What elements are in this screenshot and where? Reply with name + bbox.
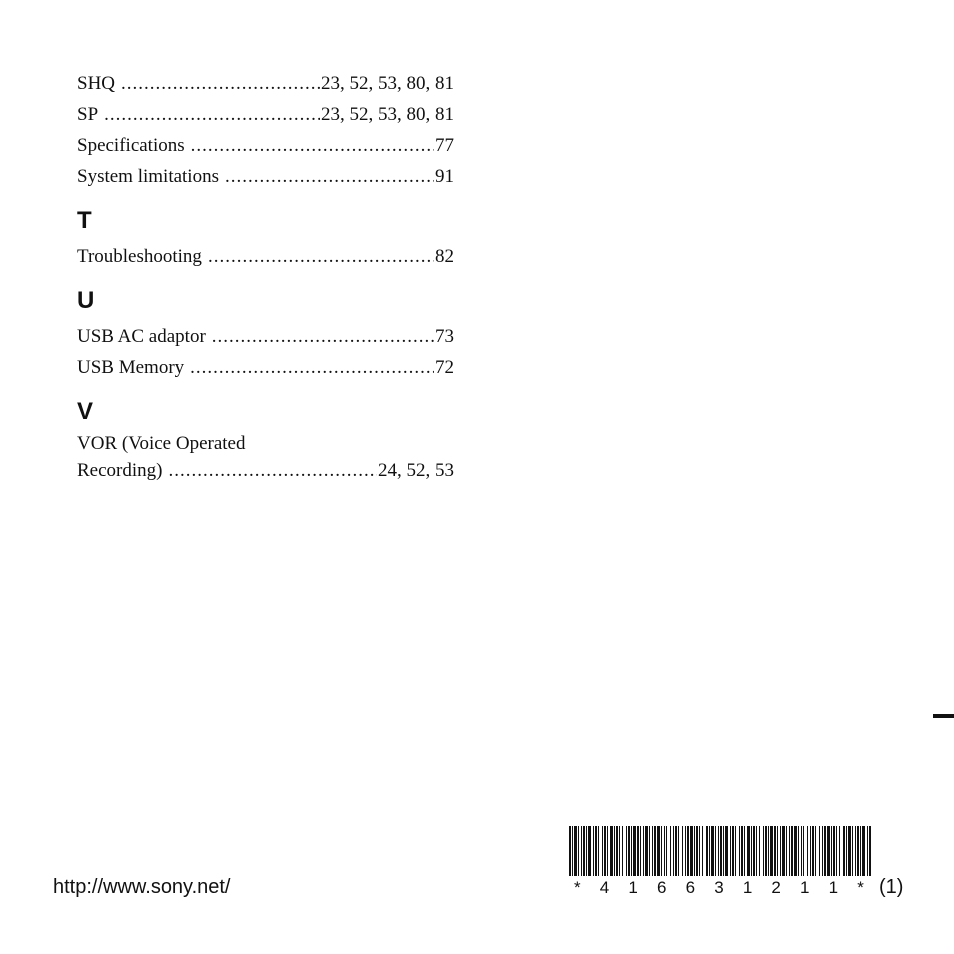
barcode-bar xyxy=(715,826,716,876)
barcode-bar xyxy=(696,826,698,876)
index-term: SHQ xyxy=(77,73,116,94)
barcode-bar xyxy=(619,826,620,876)
index-term: Specifications xyxy=(77,135,185,156)
barcode-bar xyxy=(803,826,804,876)
barcode-bar xyxy=(846,826,847,876)
barcode-bar xyxy=(626,826,627,876)
barcode-bar xyxy=(588,826,591,876)
barcode-char: 3 xyxy=(714,878,724,897)
barcode-bar xyxy=(595,826,597,876)
index-entry-usb-memory xyxy=(77,352,454,383)
barcode-bar xyxy=(628,826,630,876)
barcode-bar xyxy=(765,826,767,876)
barcode-bar xyxy=(661,826,662,876)
barcode-bar xyxy=(815,826,816,876)
barcode-bar xyxy=(747,826,750,876)
index-pages: 82 xyxy=(435,246,454,267)
index-pages: 23, 52, 53, 80, 81 xyxy=(321,104,454,125)
index-list xyxy=(77,68,454,484)
barcode-char: 6 xyxy=(685,878,696,897)
barcode-bar xyxy=(685,826,686,876)
index-entry-shq xyxy=(77,68,454,99)
barcode-bar xyxy=(586,826,587,876)
barcode-bar xyxy=(664,826,665,876)
leader-dots xyxy=(212,321,434,352)
index-entry-usb-ac-adaptor xyxy=(77,321,454,352)
barcode-bar xyxy=(798,826,799,876)
barcode-bar xyxy=(839,826,840,876)
barcode-bar xyxy=(768,826,769,876)
barcode-bar xyxy=(569,826,571,876)
barcode-bar xyxy=(852,826,853,876)
barcode-bar xyxy=(782,826,785,876)
barcode-bar xyxy=(604,826,606,876)
leader-dots xyxy=(168,457,377,484)
index-term-line1: VOR (Voice Operated xyxy=(77,433,246,454)
barcode-bar xyxy=(718,826,719,876)
barcode-bar xyxy=(631,826,632,876)
barcode-bar xyxy=(753,826,755,876)
barcode-bar xyxy=(654,826,656,876)
barcode-bar xyxy=(682,826,683,876)
barcode-bar xyxy=(789,826,790,876)
barcode-bar xyxy=(598,826,599,876)
barcode-bar xyxy=(657,826,660,876)
barcode-bar xyxy=(694,826,695,876)
barcode-bar xyxy=(640,826,641,876)
barcode-bar xyxy=(581,826,582,876)
section-letter-v: V xyxy=(77,398,94,425)
index-term: USB Memory xyxy=(77,357,185,378)
barcode-bar xyxy=(831,826,832,876)
barcode-bar xyxy=(732,826,734,876)
barcode-bar xyxy=(699,826,700,876)
barcode-bar xyxy=(756,826,757,876)
index-pages: 91 xyxy=(435,166,454,187)
barcode-bar xyxy=(741,826,743,876)
barcode-bar xyxy=(810,826,811,876)
barcode-char: 1 xyxy=(828,878,839,897)
barcode-bar xyxy=(857,826,859,876)
barcode-bar xyxy=(709,826,710,876)
barcode-bar xyxy=(862,826,865,876)
barcode-bar xyxy=(763,826,764,876)
index-entry-sp xyxy=(77,99,454,130)
barcode-number xyxy=(574,878,864,898)
index-pages: 72 xyxy=(435,357,454,378)
index-entry-specifications xyxy=(77,130,454,161)
leader-dots xyxy=(104,99,320,130)
barcode-bar xyxy=(770,826,773,876)
leader-dots xyxy=(225,161,434,192)
section-letter-u: U xyxy=(77,287,95,314)
barcode xyxy=(569,826,871,876)
index-term: Troubleshooting xyxy=(77,246,202,267)
barcode-bar xyxy=(602,826,603,876)
barcode-bar xyxy=(607,826,608,876)
barcode-bar xyxy=(735,826,736,876)
barcode-bar xyxy=(666,826,667,876)
barcode-bar xyxy=(774,826,776,876)
index-pages: 77 xyxy=(435,135,454,156)
index-entry-vor xyxy=(77,457,454,484)
barcode-char: * xyxy=(857,878,864,897)
barcode-char: * xyxy=(574,878,581,897)
index-term: Recording) xyxy=(77,460,163,481)
barcode-bar xyxy=(759,826,760,876)
section-letter-t: T xyxy=(77,207,92,234)
barcode-bar xyxy=(827,826,830,876)
index-pages: 24, 52, 53 xyxy=(378,460,454,481)
barcode-bar xyxy=(702,826,703,876)
barcode-bar xyxy=(860,826,861,876)
barcode-bar xyxy=(824,826,826,876)
barcode-bar xyxy=(867,826,868,876)
barcode-bar xyxy=(836,826,837,876)
index-term: USB AC adaptor xyxy=(77,326,206,347)
barcode-bar xyxy=(723,826,724,876)
barcode-bar xyxy=(819,826,820,876)
barcode-bar xyxy=(622,826,623,876)
barcode-bar xyxy=(583,826,585,876)
barcode-char: 6 xyxy=(656,878,667,897)
barcode-bar xyxy=(807,826,808,876)
footer-url: http://www.sony.net/ xyxy=(53,876,231,898)
barcode-bar xyxy=(822,826,823,876)
barcode-bar xyxy=(777,826,778,876)
barcode-bar xyxy=(649,826,650,876)
barcode-bar xyxy=(725,826,728,876)
barcode-bar xyxy=(869,826,871,876)
barcode-bar xyxy=(801,826,802,876)
barcode-bar xyxy=(711,826,714,876)
leader-dots xyxy=(121,68,320,99)
barcode-bar xyxy=(574,826,577,876)
barcode-bar xyxy=(848,826,851,876)
barcode-bar xyxy=(744,826,745,876)
barcode-char: 1 xyxy=(742,878,753,897)
barcode-char: 4 xyxy=(599,878,610,897)
barcode-bar xyxy=(730,826,731,876)
barcode-bar xyxy=(645,826,648,876)
index-pages: 73 xyxy=(435,326,454,347)
barcode-bar xyxy=(687,826,689,876)
barcode-bar xyxy=(572,826,573,876)
barcode-bar xyxy=(652,826,653,876)
code-suffix: (1) xyxy=(879,876,904,898)
barcode-bar xyxy=(786,826,787,876)
barcode-bar xyxy=(678,826,679,876)
barcode-bar xyxy=(812,826,814,876)
barcode-bar xyxy=(593,826,594,876)
barcode-bar xyxy=(578,826,579,876)
barcode-bar xyxy=(670,826,671,876)
barcode-bar xyxy=(720,826,722,876)
barcode-bar xyxy=(780,826,781,876)
index-pages: 23, 52, 53, 80, 81 xyxy=(321,73,454,94)
barcode-bar xyxy=(791,826,793,876)
barcode-bar xyxy=(855,826,856,876)
index-entry-troubleshooting xyxy=(77,241,454,272)
barcode-bar xyxy=(751,826,752,876)
barcode-bar xyxy=(610,826,613,876)
barcode-bar xyxy=(675,826,677,876)
barcode-char: 1 xyxy=(800,878,810,897)
barcode-bar xyxy=(843,826,845,876)
barcode-bar xyxy=(643,826,644,876)
barcode-bar xyxy=(633,826,636,876)
barcode-bar xyxy=(833,826,835,876)
barcode-bar xyxy=(673,826,674,876)
edge-tab-mark xyxy=(933,714,954,718)
index-term: System limitations xyxy=(77,166,219,187)
barcode-bar xyxy=(706,826,708,876)
barcode-bar xyxy=(616,826,618,876)
barcode-bar xyxy=(794,826,797,876)
index-term: SP xyxy=(77,104,99,125)
barcode-bar xyxy=(739,826,740,876)
barcode-char: 2 xyxy=(771,878,781,897)
leader-dots xyxy=(190,352,434,383)
barcode-bar xyxy=(614,826,615,876)
index-entry-system-limitations xyxy=(77,161,454,192)
leader-dots xyxy=(208,241,434,272)
barcode-bar xyxy=(637,826,639,876)
barcode-char: 1 xyxy=(628,878,638,897)
barcode-bar xyxy=(690,826,693,876)
leader-dots xyxy=(191,130,434,161)
